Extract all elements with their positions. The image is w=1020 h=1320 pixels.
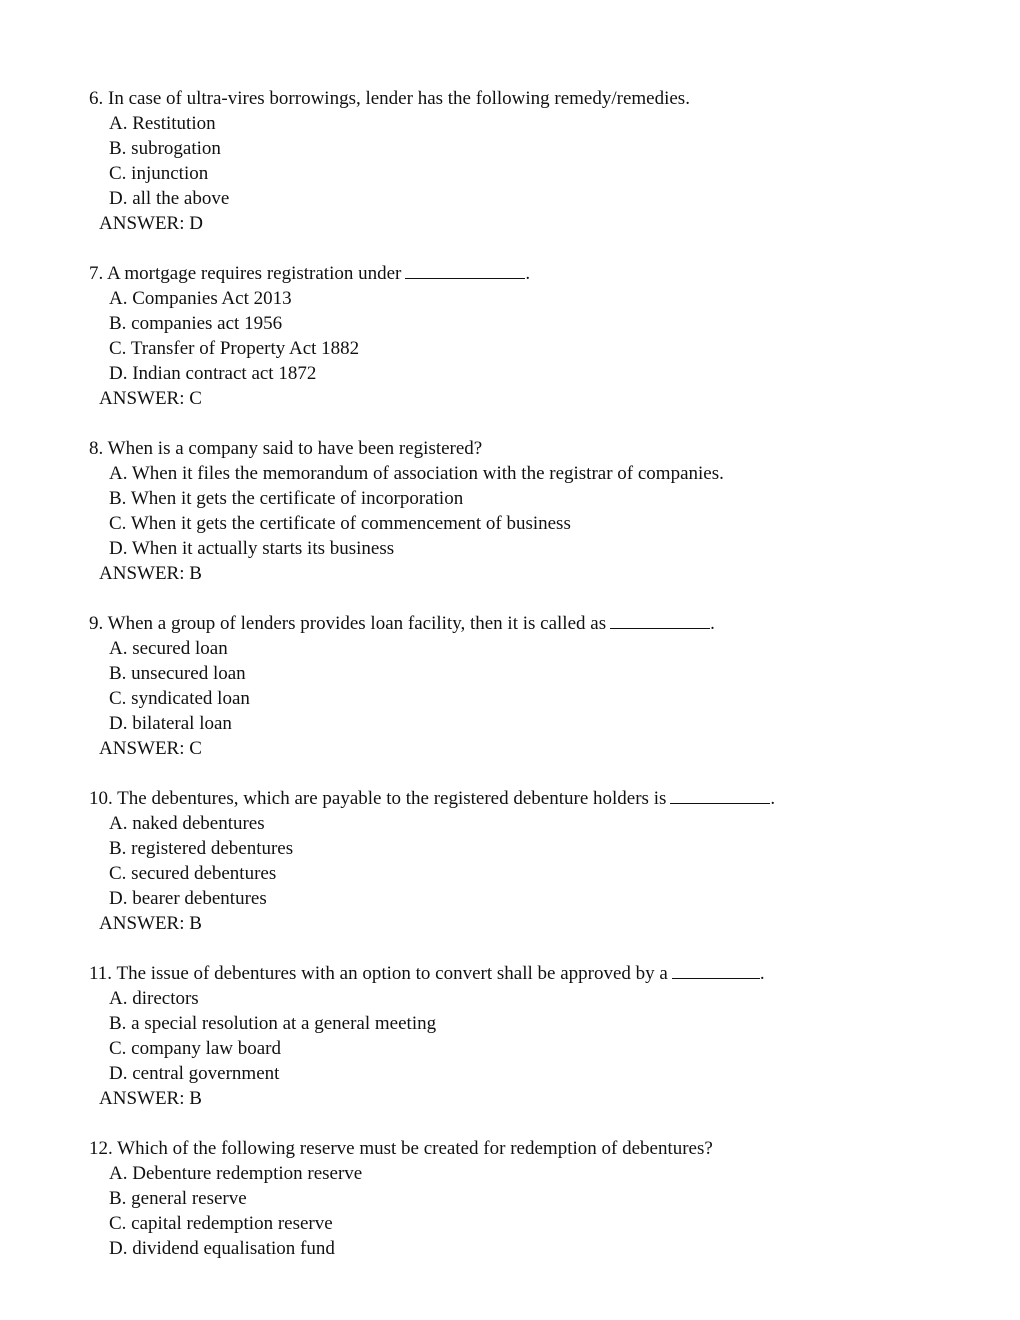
fill-in-blank bbox=[610, 611, 710, 629]
option-c: C. Transfer of Property Act 1882 bbox=[109, 338, 360, 359]
answer-line: ANSWER: C bbox=[99, 738, 202, 759]
answer-line: ANSWER: B bbox=[99, 1088, 202, 1109]
answer-line: ANSWER: C bbox=[99, 388, 202, 409]
fill-in-blank bbox=[405, 261, 525, 279]
option-a: A. When it files the memorandum of association with the registrar of companies. bbox=[109, 463, 724, 484]
option-d: D. all the above bbox=[109, 188, 230, 209]
option-d: D. dividend equalisation fund bbox=[109, 1238, 335, 1259]
option-b: B. When it gets the certificate of incorporation bbox=[109, 488, 464, 509]
option-a: A. Debenture redemption reserve bbox=[109, 1163, 363, 1184]
fill-in-blank bbox=[672, 961, 760, 979]
option-a: A. secured loan bbox=[109, 638, 228, 659]
question-text: 9. When a group of lenders provides loan facility, then it is called as . bbox=[89, 613, 715, 634]
option-d: D. When it actually starts its business bbox=[109, 538, 395, 559]
option-a: A. Companies Act 2013 bbox=[109, 288, 292, 309]
question-text: 12. Which of the following reserve must be created for redemption of debentures? bbox=[89, 1138, 713, 1159]
option-d: D. central government bbox=[109, 1063, 280, 1084]
answer-line: ANSWER: D bbox=[99, 213, 203, 234]
question-text: 10. The debentures, which are payable to the registered debenture holders is . bbox=[89, 788, 776, 809]
option-c: C. capital redemption reserve bbox=[109, 1213, 333, 1234]
option-a: A. directors bbox=[109, 988, 199, 1009]
option-a: A. Restitution bbox=[109, 113, 216, 134]
option-a: A. naked debentures bbox=[109, 813, 265, 834]
option-c: C. company law board bbox=[109, 1038, 282, 1059]
question-text: 7. A mortgage requires registration under . bbox=[89, 263, 531, 284]
option-b: B. subrogation bbox=[109, 138, 221, 159]
option-c: C. injunction bbox=[109, 163, 209, 184]
option-c: C. secured debentures bbox=[109, 863, 277, 884]
option-b: B. general reserve bbox=[109, 1188, 247, 1209]
question-text: 6. In case of ultra-vires borrowings, lender has the following remedy/remedies. bbox=[89, 88, 690, 109]
option-d: D. bilateral loan bbox=[109, 713, 232, 734]
fill-in-blank bbox=[670, 786, 770, 804]
answer-line: ANSWER: B bbox=[99, 913, 202, 934]
option-d: D. Indian contract act 1872 bbox=[109, 363, 317, 384]
option-b: B. companies act 1956 bbox=[109, 313, 283, 334]
option-c: C. When it gets the certificate of commencement of business bbox=[109, 513, 571, 534]
option-d: D. bearer debentures bbox=[109, 888, 267, 909]
question-text: 8. When is a company said to have been registered? bbox=[89, 438, 483, 459]
option-b: B. registered debentures bbox=[109, 838, 294, 859]
question-text: 11. The issue of debentures with an option to convert shall be approved by a . bbox=[89, 963, 765, 984]
option-b: B. a special resolution at a general meeting bbox=[109, 1013, 437, 1034]
option-c: C. syndicated loan bbox=[109, 688, 250, 709]
option-b: B. unsecured loan bbox=[109, 663, 246, 684]
answer-line: ANSWER: B bbox=[99, 563, 202, 584]
